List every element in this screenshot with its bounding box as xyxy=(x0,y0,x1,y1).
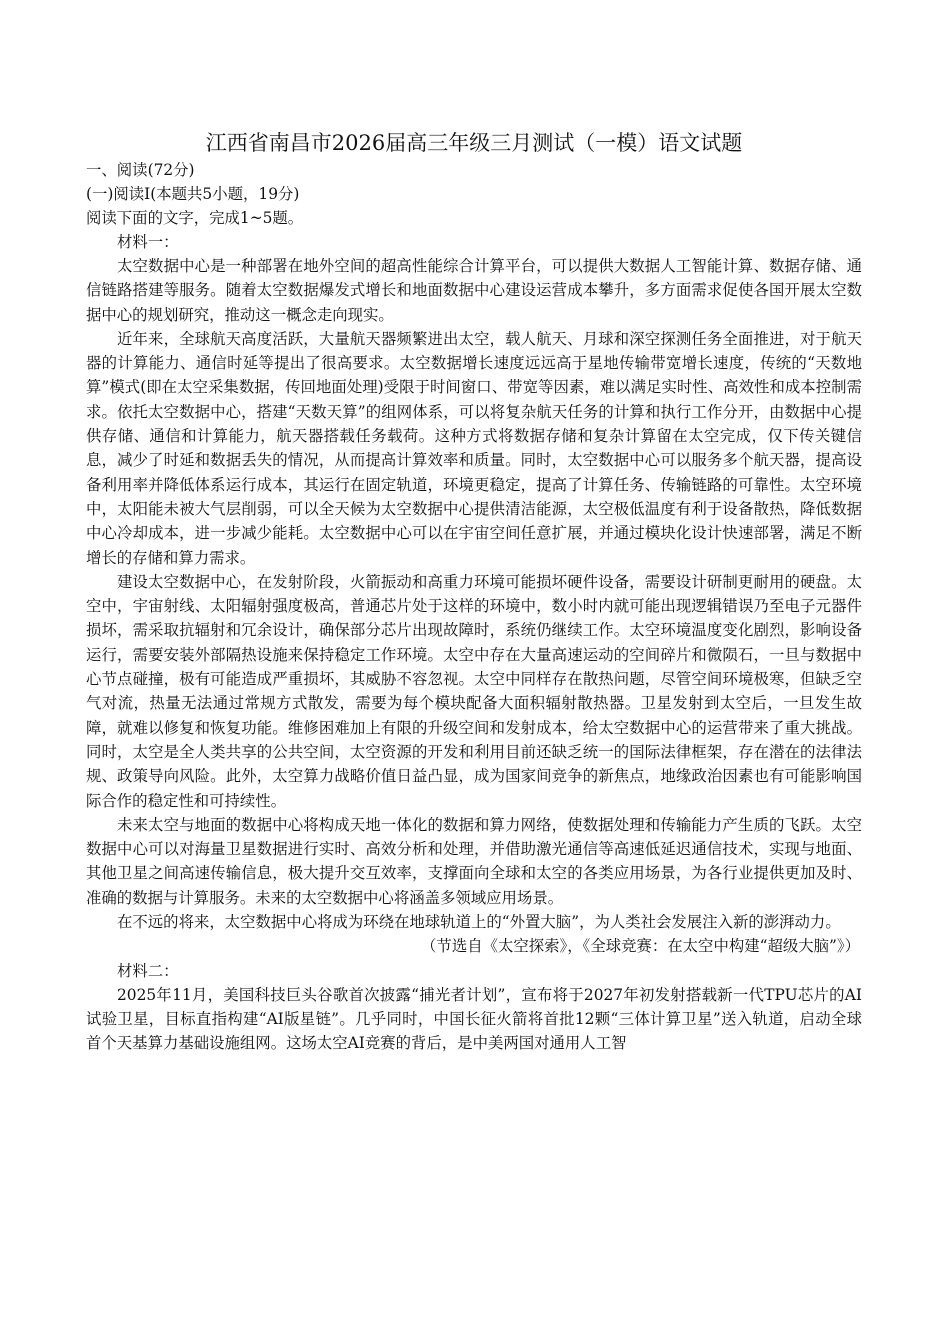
subsection-heading: (一)阅读Ⅰ(本题共5小题，19分) xyxy=(86,185,300,203)
document-page xyxy=(86,128,862,1056)
section-heading: 一、阅读(72分) xyxy=(86,161,195,179)
material-two-label: 材料二： xyxy=(117,961,179,980)
material-one-paragraph-5: 在不远的将来，太空数据中心将成为环绕在地球轨道上的“外置大脑”，为人类社会发展注入新的澎湃动力。 xyxy=(117,913,841,932)
document-title: 江西省南昌市2026届高三年级三月测试（一模）语文试题 xyxy=(205,131,743,155)
material-two-paragraph-1: 2025年11月，美国科技巨头谷歌首次披露“捕光者计划”，宣布将于2027年初发射搭载新一代TPU芯片的AI试验卫星，目标直指构建“AI版星链”。几乎同时，中国长征火箭将首批12颗“三体计算卫星”送入轨道，启动全球首个天基算力基础设施组网。这场太空AI竞赛的背后，是中美两国对通用人工智 xyxy=(86,985,862,1053)
reading-instruction: 阅读下面的文字，完成1~5题。 xyxy=(86,209,304,227)
material-one-source: （节选自《太空探索》，《全球竞赛：在太空中构建“超级大脑”》） xyxy=(421,937,860,956)
material-one-paragraph-3: 建设太空数据中心，在发射阶段，火箭振动和高重力环境可能损坏硬件设备，需要设计研制更耐用的硬盘。太空中，宇宙射线、太阳辐射强度极高，普通芯片处于这样的环境中，数小时内就可能出现逻辑错误乃至电子元器件损坏，需采取抗辐射和冗余设计，确保部分芯片出现故障时，系统仍继续工作。太空环境温度变化剧烈，影响设备运行，需要安装外部隔热设施来保持稳定工作环境。太空中存在大量高速运动的空间碎片和微陨石，一旦与数据中心节点碰撞，极有可能造成严重损坏，其威胁不容忽视。太空中同样存在散热问题，尽管空间环境极寒，但缺乏空气对流，热量无法通过常规方式散发，需要为每个模块配备大面积辐射散热器。卫星发射到太空后，一旦发生故障，就难以修复和恢复功能。维修困难加上有限的升级空间和发射成本，给太空数据中心的运营带来了重大挑战。同时，太空是全人类共享的公共空间，太空资源的开发和利用目前还缺乏统一的国际法律框架，存在潜在的法律法规、政策导向风险。此外，太空算力战略价值日益凸显，成为国家间竞争的新焦点，地缘政治因素也有可能影响国际合作的稳定性和可持续性。 xyxy=(86,572,862,810)
material-one-paragraph-4: 未来太空与地面的数据中心将构成天地一体化的数据和算力网络，使数据处理和传输能力产生质的飞跃。太空数据中心可以对海量卫星数据进行实时、高效分析和处理，并借助激光通信等高速低延迟通信技术，实现与地面、其他卫星之间高速传输信息，极大提升交互效率，支撑面向全球和太空的各类应用场景，为各行业提供更加及时、准确的数据与计算服务。未来的太空数据中心将涵盖多领域应用场景。 xyxy=(86,815,862,907)
material-one-label: 材料一： xyxy=(117,233,179,251)
material-one-paragraph-1: 太空数据中心是一种部署在地外空间的超高性能综合计算平台，可以提供大数据人工智能计算、数据存储、通信链路搭建等服务。随着太空数据爆发式增长和地面数据中心建设运营成本攀升，多方面需求促使各国开展太空数据中心的规划研究，推动这一概念走向现实。 xyxy=(86,257,862,324)
material-one-paragraph-2: 近年来，全球航天高度活跃，大量航天器频繁进出太空，载人航天、月球和深空探测任务全面推进，对于航天器的计算能力、通信时延等提出了很高要求。太空数据增长速度远远高于星地传输带宽增长速度，传统的“天数地算”模式(即在太空采集数据，传回地面处理)受限于时间窗口、带宽等因素，难以满足实时性、高效性和成本控制需求。依托太空数据中心，搭建“天数天算”的组网体系，可以将复杂航天任务的计算和执行工作分开，由数据中心提供存储、通信和计算能力，航天器搭载任务载荷。这种方式将数据存储和复杂计算留在太空完成，仅下传关键信息，减少了时延和数据丢失的情况，从而提高计算效率和质量。同时，太空数据中心可以服务多个航天器，提高设备利用率并降低体系运行成本，其运行在固定轨道，环境更稳定，提高了计算任务、传输链路的可靠性。太空环境中，太阳能未被大气层削弱，可以全天候为太空数据中心提供清洁能源，太空极低温度有利于设备散热，降低数据中心冷却成本，进一步减少能耗。太空数据中心可以在宇宙空间任意扩展，并通过模块化设计快速部署，满足不断增长的存储和算力需求。 xyxy=(86,329,862,567)
